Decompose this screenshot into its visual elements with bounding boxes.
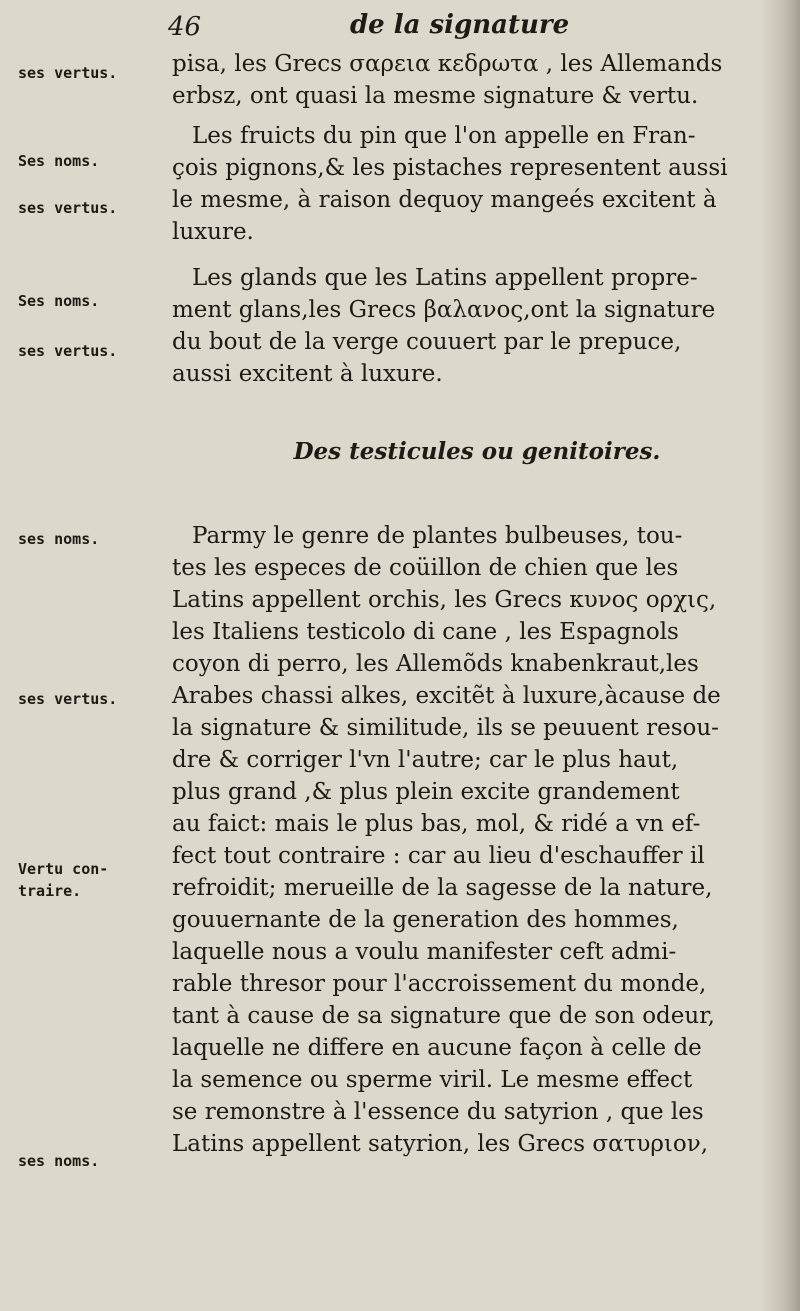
text-line: laquelle ne differe en aucune façon à celle de (172, 1035, 702, 1061)
margin-notes (0, 0, 150, 1311)
text-line: Arabes chassi alkes, excitẽt à luxure,àcause de (172, 683, 721, 709)
text-line: du bout de la verge couuert par le prepuce, (172, 329, 682, 355)
margin-note: Vertu con- traire. (18, 860, 109, 900)
margin-note: Ses noms. (18, 292, 100, 310)
paragraph-4 (172, 520, 782, 1160)
text-line: tant à cause de sa signature que de son odeur, (172, 1003, 715, 1029)
text-line: aussi excitent à luxure. (172, 361, 443, 387)
margin-note: ses vertus. (18, 342, 118, 360)
paragraph-2 (172, 120, 782, 248)
text-line: laquelle nous a voulu manifester ceft admi- (172, 939, 677, 965)
paragraph-3 (172, 262, 782, 390)
text-line: luxure. (172, 219, 254, 245)
page-number: 46 (168, 12, 202, 42)
page-header (160, 8, 780, 48)
text-line: Les fruicts du pin que l'on appelle en Fran- (192, 123, 696, 149)
text-line: erbsz, ont quasi la mesme signature & vertu. (172, 83, 699, 109)
running-title: de la signature (350, 10, 570, 40)
text-line: Les glands que les Latins appellent propre- (192, 265, 698, 291)
text-line: se remonstre à l'essence du satyrion , que les (172, 1099, 704, 1125)
paragraph-1 (172, 48, 782, 112)
margin-note: ses vertus. (18, 199, 118, 217)
text-line: ment glans,les Grecs βαλανος,ont la signature (172, 297, 716, 323)
text-line: çois pignons,& les pistaches representent aussi (172, 155, 728, 181)
text-line: rable thresor pour l'accroissement du monde, (172, 971, 707, 997)
text-line: la semence ou sperme viril. Le mesme effect (172, 1067, 693, 1093)
text-line: refroidit; merueille de la sagesse de la nature, (172, 875, 713, 901)
text-line: les Italiens testicolo di cane , les Espagnols (172, 619, 679, 645)
text-line: fect tout contraire : car au lieu d'eschauffer il (172, 843, 705, 869)
margin-note: ses vertus. (18, 690, 118, 708)
margin-note: Ses noms. (18, 152, 100, 170)
margin-note: ses vertus. (18, 64, 118, 82)
text-line: gouuernante de la generation des hommes, (172, 907, 679, 933)
section-heading: Des testicules ou genitoires. (293, 438, 661, 465)
text-line: le mesme, à raison dequoy mangeés excitent à (172, 187, 717, 213)
text-line: Latins appellent satyrion, les Grecs σατυριον, (172, 1131, 709, 1157)
text-line: coyon di perro, les Allemõds knabenkraut,les (172, 651, 699, 677)
text-line: dre & corriger l'vn l'autre; car le plus haut, (172, 747, 679, 773)
margin-note: ses noms. (18, 1152, 100, 1170)
text-line: plus grand ,& plus plein excite grandement (172, 779, 680, 805)
text-line: au faict: mais le plus bas, mol, & ridé a vn ef- (172, 811, 701, 837)
text-line: tes les especes de coüillon de chien que les (172, 555, 679, 581)
text-line: Parmy le genre de plantes bulbeuses, tou- (192, 523, 683, 549)
text-line: la signature & similitude, ils se peuuent resou- (172, 715, 719, 741)
text-line: Latins appellent orchis, les Grecs κυνος ορχις, (172, 587, 717, 613)
margin-note: ses noms. (18, 530, 100, 548)
text-line: pisa, les Grecs σαρεια κεδρωτα , les Allemands (172, 51, 723, 77)
